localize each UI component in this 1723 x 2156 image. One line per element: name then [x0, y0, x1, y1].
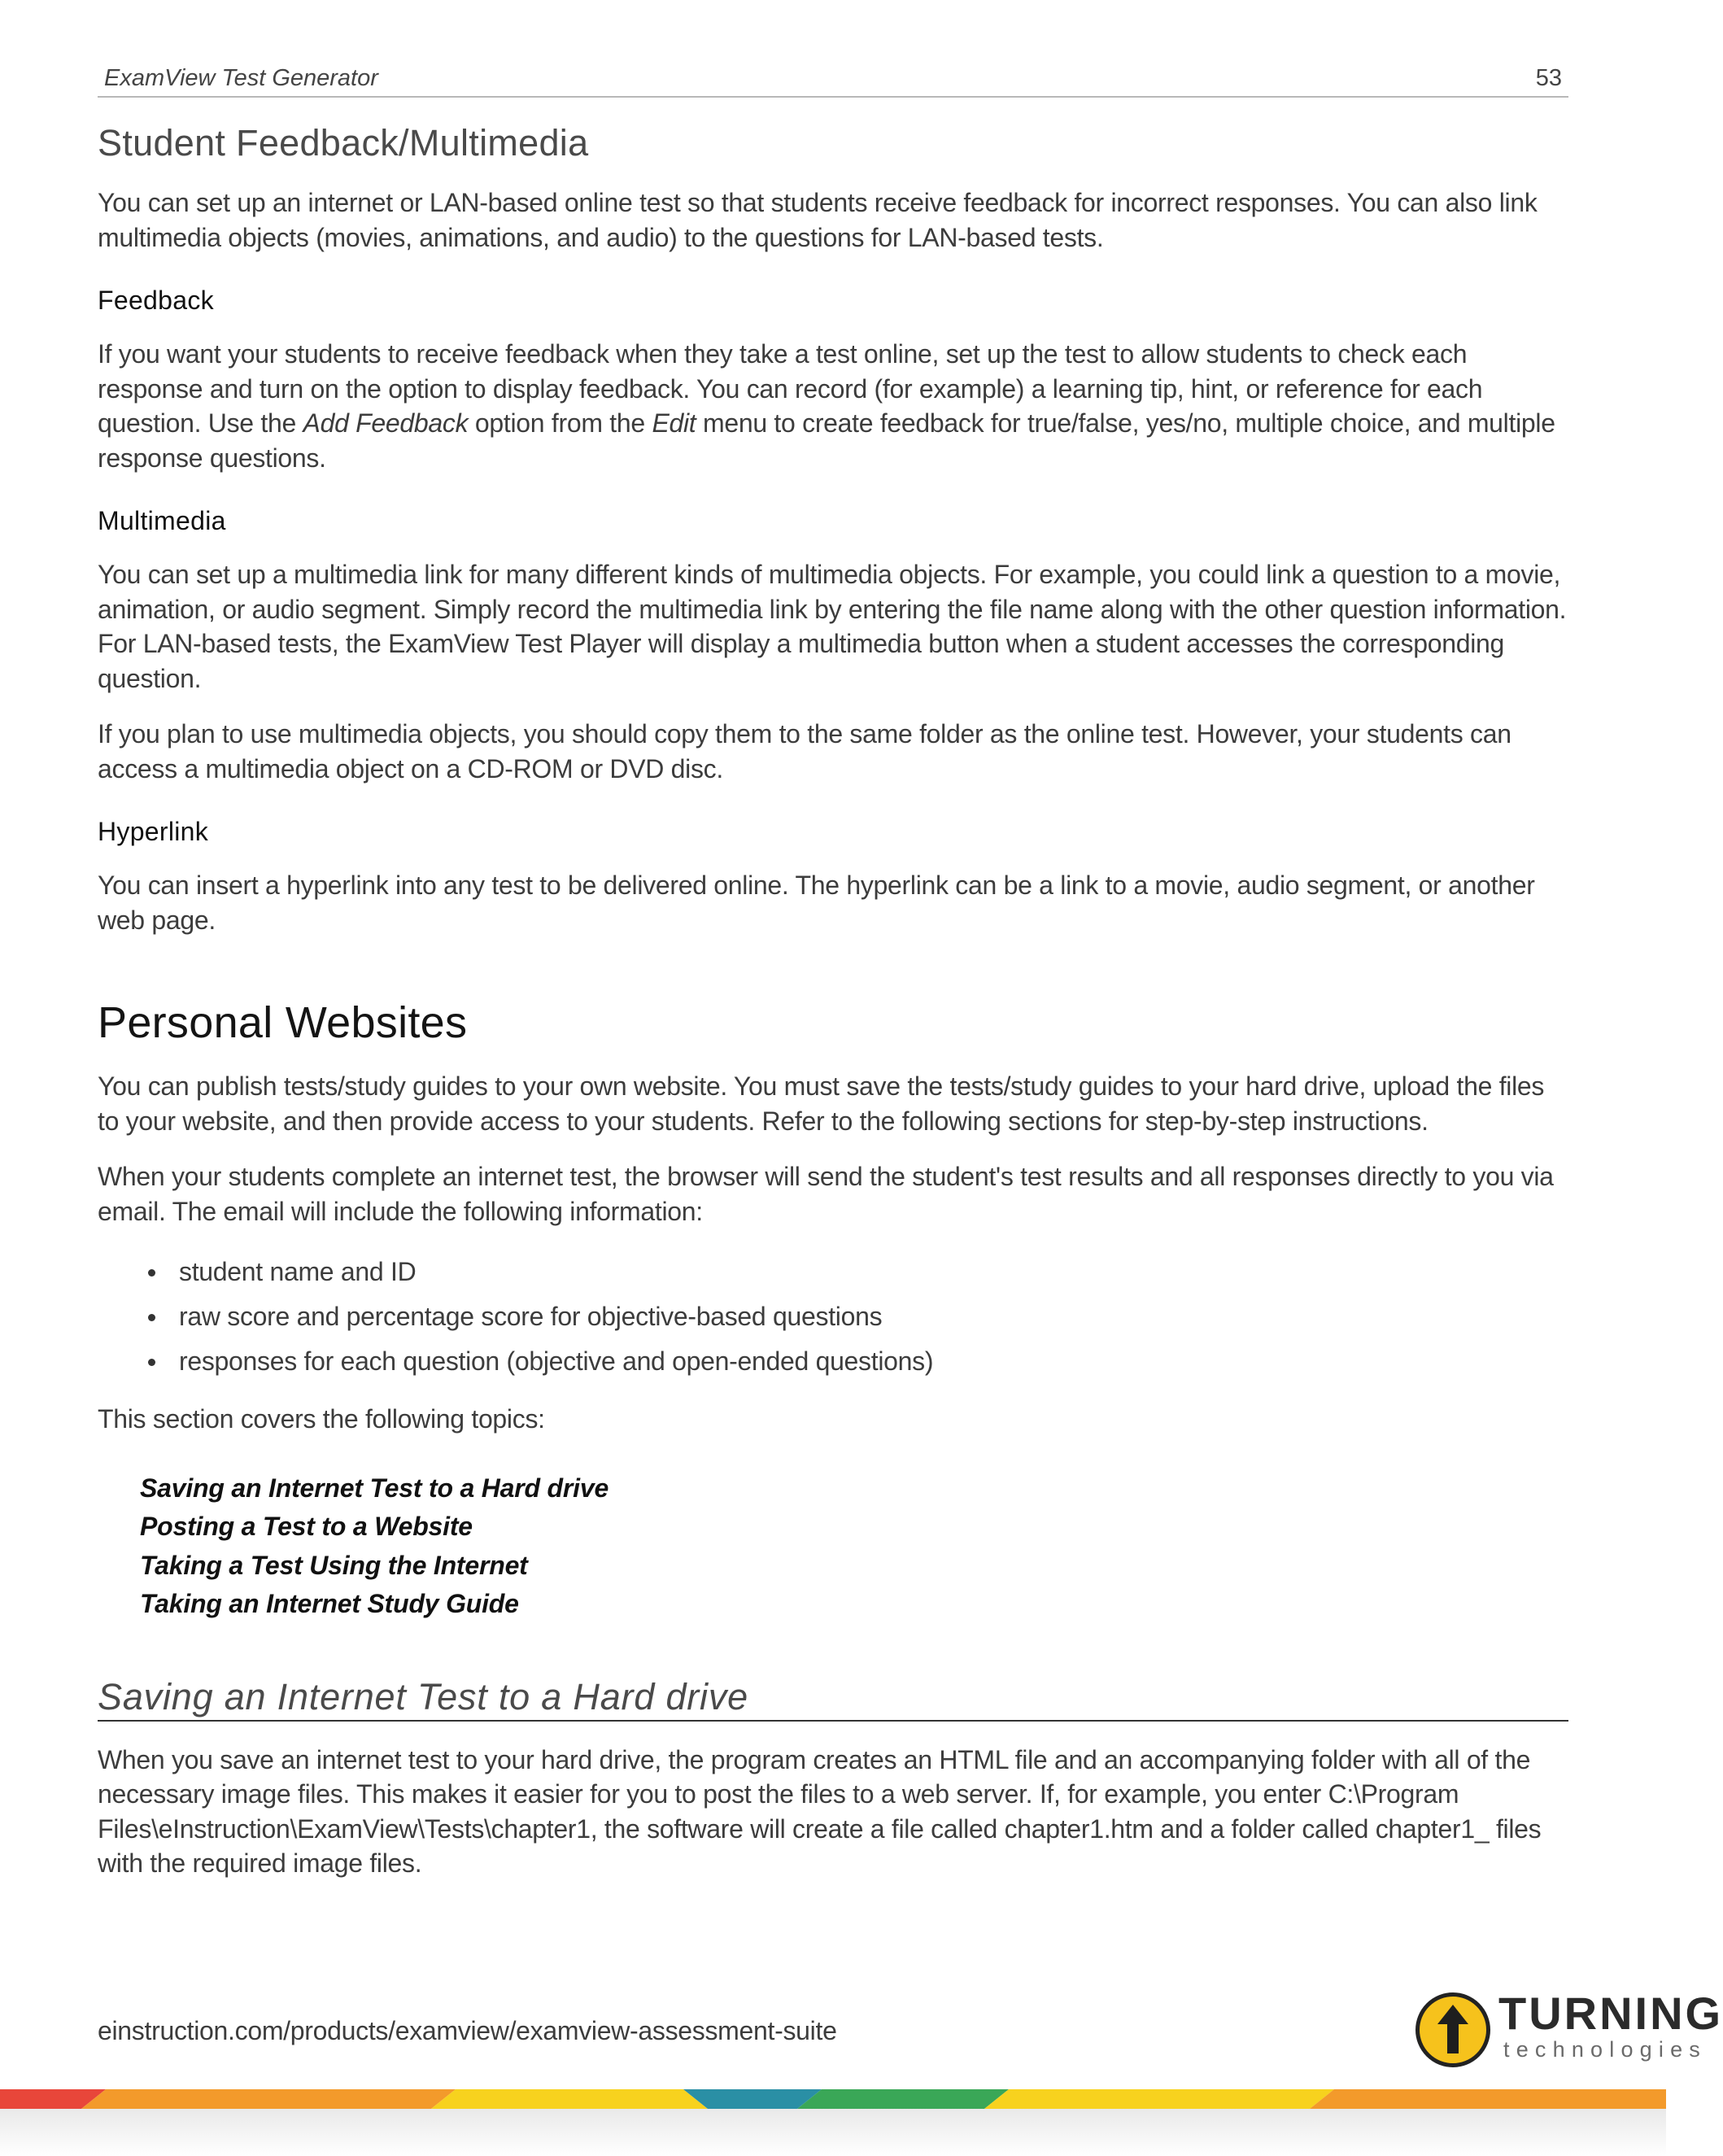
logo-tagline: technologies: [1503, 2037, 1708, 2062]
topic-link-study-guide[interactable]: Taking an Internet Study Guide: [140, 1589, 519, 1618]
logo-wordmark: TURNING: [1498, 1988, 1723, 2039]
bullet-icon: [148, 1314, 155, 1321]
edit-menu-term: Edit: [652, 408, 696, 438]
list-item-text: student name and ID: [179, 1257, 417, 1286]
saving-paragraph: When you save an internet test to your hard drive, the program creates an HTML file and an accompanying folder with all of the necessary image files. This makes it easier for you to post the files to a web server. If, for example, you enter C:\Program Files\eInstruction\ExamView\Tests\chapter1, the software will create a file called chapter1.htm and a folder called chapter1_ files with the required image files.: [98, 1744, 1542, 1878]
running-header: [98, 63, 1568, 98]
topic-link-list: [140, 1469, 1568, 1624]
list-item: [179, 1250, 1568, 1294]
footer-band-shadow: [0, 2109, 1666, 2156]
section-heading-feedback-multimedia: Student Feedback/Multimedia: [98, 122, 589, 164]
footer-url[interactable]: einstruction.com/products/examview/examview-assessment-suite: [98, 2016, 837, 2045]
page-content: [98, 122, 1568, 1902]
list-item-text: raw score and percentage score for objective-based questions: [179, 1302, 883, 1331]
feedback-text-2: option from the: [468, 408, 652, 438]
list-item: [179, 1294, 1568, 1339]
websites-paragraph-2: When your students complete an internet test, the browser will send the student's test results and all responses directly to you via email. The email will include the following information:: [98, 1162, 1554, 1226]
add-feedback-term: Add Feedback: [303, 408, 469, 438]
feedback-text-3: menu to create feedback for true/false, yes/no, multiple choice, and multiple response questions.: [98, 408, 1555, 473]
subheading-hyperlink: Hyperlink: [98, 817, 209, 846]
list-item-text: responses for each question (objective and open-ended questions): [179, 1346, 934, 1376]
multimedia-paragraph-2: If you plan to use multimedia objects, you should copy them to the same folder as the online test. However, your students can access a multimedia object on a CD-ROM or DVD disc.: [98, 719, 1511, 783]
footer-color-band: [0, 2089, 1666, 2109]
header-title: ExamView Test Generator: [104, 65, 378, 91]
page-number: 53: [1535, 65, 1562, 91]
topic-link-taking-test[interactable]: Taking a Test Using the Internet: [140, 1550, 528, 1580]
email-info-list: [98, 1250, 1568, 1384]
websites-paragraph-1: You can publish tests/study guides to your own website. You must save the tests/study guides to your hard drive, upload the files to your website, and then provide access to your students. Refer to the following sections for step-by-step instructions.: [98, 1071, 1545, 1136]
topic-link-posting-test[interactable]: Posting a Test to a Website: [140, 1512, 473, 1541]
bullet-icon: [148, 1359, 155, 1366]
bullet-icon: [148, 1269, 155, 1277]
subheading-multimedia: Multimedia: [98, 506, 226, 535]
feedback-paragraph: [98, 337, 1568, 475]
logo-arrow-icon: [1415, 1992, 1490, 2067]
list-item: [179, 1339, 1568, 1384]
topic-link-saving-internet-test[interactable]: Saving an Internet Test to a Hard drive: [140, 1473, 609, 1503]
feedback-text-1: If you want your students to receive feedback when they take a test online, set up the test to allow students to check each response and turn on the option to display feedback. You can record (for example) a learning tip, hint, or reference for each question. Use the: [98, 339, 1483, 438]
hyperlink-paragraph: You can insert a hyperlink into any test to be delivered online. The hyperlink can be a link to a movie, audio segment, or another web page.: [98, 871, 1535, 935]
chapter-heading-personal-websites: Personal Websites: [98, 998, 468, 1047]
topics-intro: This section covers the following topics:: [98, 1404, 545, 1434]
intro-paragraph: You can set up an internet or LAN-based online test so that students receive feedback for incorrect responses. You can also link multimedia objects (movies, animations, and audio) to the questions for LAN-based tests.: [98, 188, 1538, 252]
subheading-feedback: Feedback: [98, 286, 214, 315]
multimedia-paragraph-1: You can set up a multimedia link for many different kinds of multimedia objects. For example, you could link a question to a movie, animation, or audio segment. Simply record the multimedia link by entering the file name along with the other question information. For LAN-based tests, the ExamView Test Player will display a multimedia button when a student accesses the corresponding question.: [98, 560, 1567, 693]
topic-heading-saving-internet-test: Saving an Internet Test to a Hard drive: [98, 1676, 1568, 1722]
turning-technologies-logo: [1415, 1988, 1723, 2071]
